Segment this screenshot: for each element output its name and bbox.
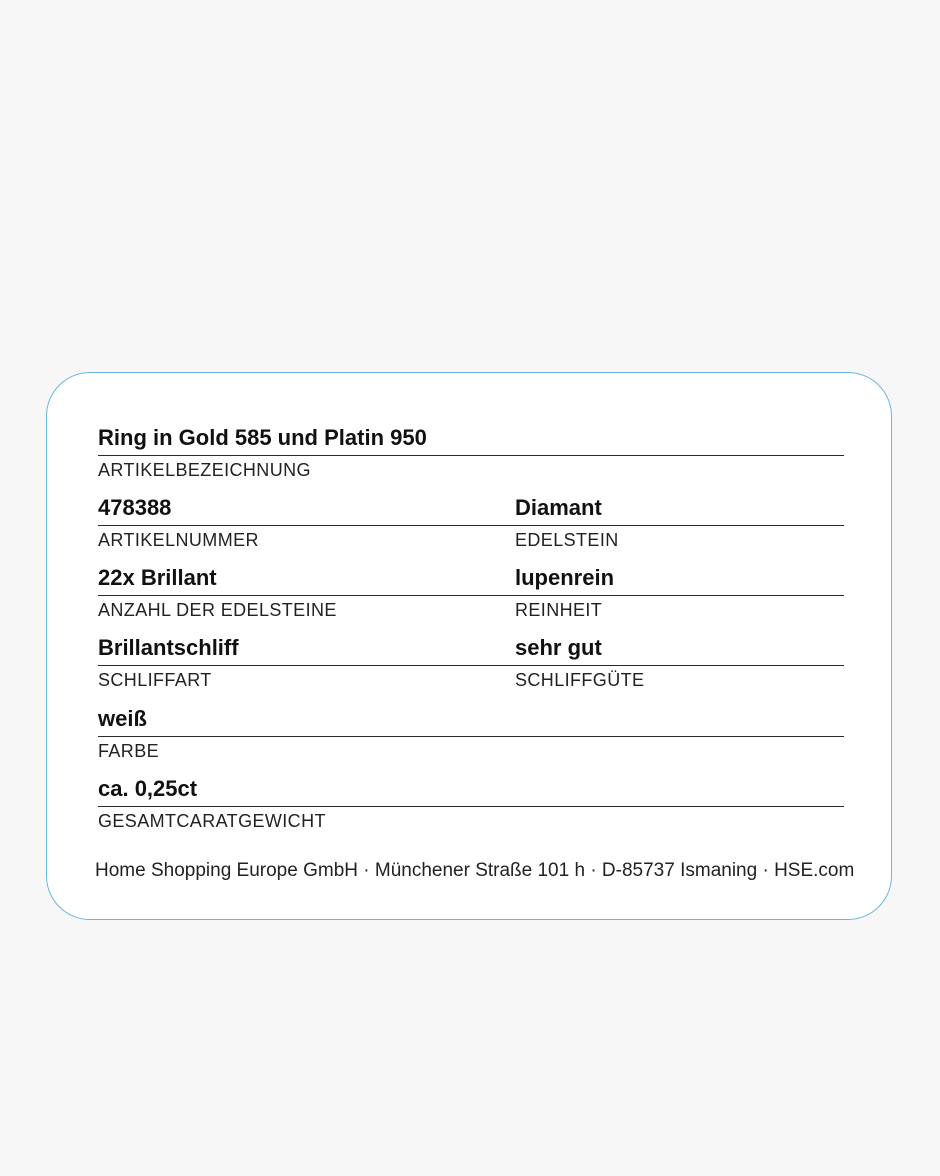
artikelbezeichnung-value: Ring in Gold 585 und Platin 950 <box>98 425 427 450</box>
gewicht-value: ca. 0,25ct <box>98 776 198 801</box>
reinheit-label: REINHEIT <box>515 600 603 620</box>
artikelbezeichnung-label: ARTIKELBEZEICHNUNG <box>98 460 311 480</box>
schliffguete-rule <box>515 665 844 666</box>
anzahl-value: 22x Brillant <box>98 565 217 590</box>
reinheit-value: lupenrein <box>515 565 615 590</box>
product-info-card <box>46 372 892 920</box>
farbe-value: weiß <box>98 706 147 731</box>
artikelbezeichnung-rule <box>98 455 844 456</box>
gewicht-rule <box>98 806 844 807</box>
schliffart-label: SCHLIFFART <box>98 670 212 690</box>
anzahl-rule <box>98 595 516 596</box>
schliffart-value: Brillantschliff <box>98 635 239 660</box>
edelstein-label: EDELSTEIN <box>515 530 619 550</box>
edelstein-value: Diamant <box>515 495 602 520</box>
company-footer: Home Shopping Europe GmbH · Münchener Straße 101 h · D-85737 Ismaning · HSE.com <box>95 860 855 881</box>
artikelnummer-rule <box>98 525 516 526</box>
farbe-label: FARBE <box>98 741 160 761</box>
artikelnummer-label: ARTIKELNUMMER <box>98 530 259 550</box>
schliffart-rule <box>98 665 516 666</box>
anzahl-label: ANZAHL DER EDELSTEINE <box>98 600 337 620</box>
artikelnummer-value: 478388 <box>98 495 172 520</box>
schliffguete-label: SCHLIFFGÜTE <box>515 670 645 690</box>
edelstein-rule <box>515 525 844 526</box>
farbe-rule <box>98 736 844 737</box>
gewicht-label: GESAMTCARATGEWICHT <box>98 811 326 831</box>
reinheit-rule <box>515 595 844 596</box>
schliffguete-value: sehr gut <box>515 635 602 660</box>
